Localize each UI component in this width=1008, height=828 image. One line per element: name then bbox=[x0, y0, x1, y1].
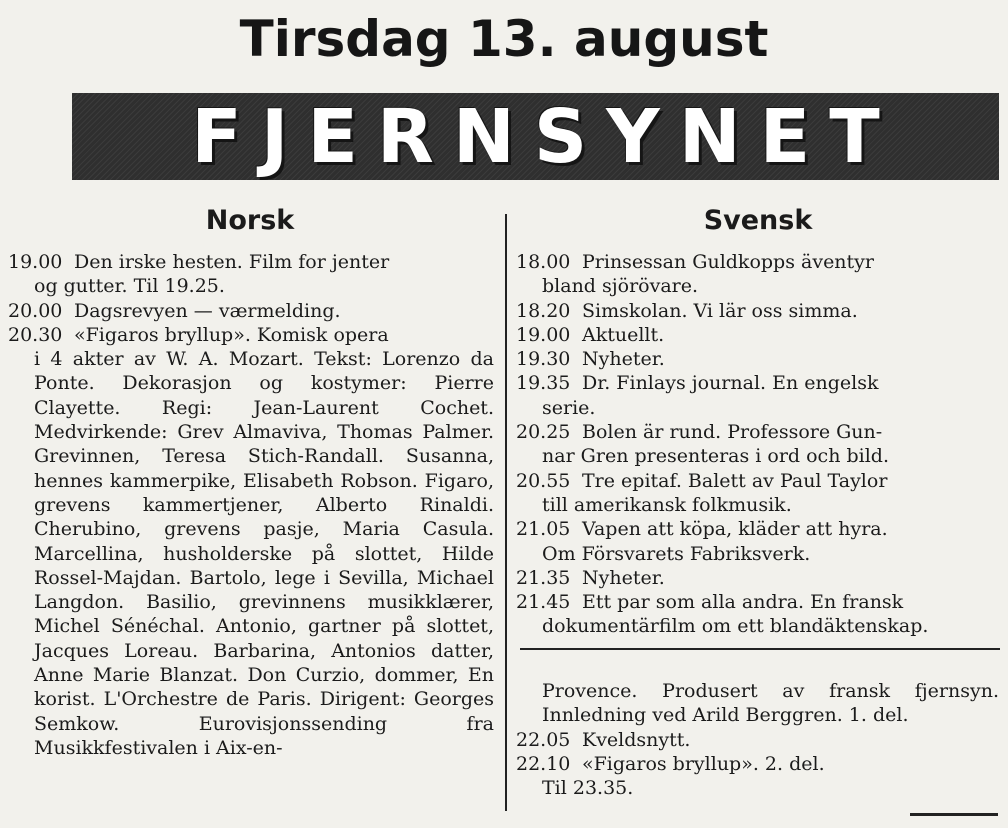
program-title: Simskolan. Vi lär oss simma. bbox=[582, 299, 858, 322]
program-time: 21.35 bbox=[516, 566, 571, 589]
program-entry bbox=[516, 323, 999, 347]
program-entry bbox=[516, 728, 999, 752]
program-time: 18.00 bbox=[516, 251, 571, 273]
program-description bbox=[582, 347, 999, 371]
norsk-continued-column bbox=[516, 679, 999, 800]
program-title: «Figaros bryllup». 2. del. bbox=[582, 752, 825, 775]
program-entry bbox=[516, 420, 999, 469]
program-time: 20.55 bbox=[516, 469, 571, 492]
program-time: 20.25 bbox=[516, 421, 571, 444]
program-time: 19.00 bbox=[8, 251, 63, 273]
program-entry bbox=[8, 299, 494, 323]
program-details: i 4 akter av W. A. Mozart. Tekst: Lorenzo da Ponte. Dekorasjon og kostymer: Pierre Clayette. Regi: Jean-Laurent Cochet. Medvirkende: Grev Almaviva, Thomas Palmer. Grevinnen, Teresa Stich-Randall. Susanna, hennes kammerpike, Elisabeth Robson. Figaro, grevens kammertjener, Alberto Rinaldi. Cherubino, grevens pasje, Maria Casula. Marcellina, husholderske på slottet, Hilde Rossel-Majdan. Bartolo, lege i Sevilla, Michael Langdon. Basilio, grevinnens musikklærer, Michel Sénéchal. Antonio, gartner på slottet, Jacques Loreau. Barbarina, Antonios datter, Anne Marie Blanzat. Don Curzio, dommer, En korist. L'Orchestre de Paris. Dirigent: Georges Semkow. Eurovisjonssending fra Musikkfestivalen i Aix-en- bbox=[34, 348, 494, 759]
fjernsynet-banner bbox=[72, 93, 999, 180]
program-entry bbox=[8, 250, 494, 299]
program-description bbox=[74, 299, 494, 323]
program-title: Nyheter. bbox=[582, 348, 665, 371]
program-description bbox=[582, 728, 999, 752]
program-details: dokumentärfilm om ett blandäktenskap. bbox=[542, 615, 929, 638]
banner-title: FJERNSYNET bbox=[191, 93, 899, 180]
program-title: Vapen att köpa, kläder att hyra. bbox=[582, 518, 888, 541]
program-title: Den irske hesten. Film for jenter bbox=[74, 251, 390, 273]
program-time: 21.05 bbox=[516, 518, 571, 541]
norsk-heading: Norsk bbox=[205, 205, 295, 236]
program-entry bbox=[516, 752, 999, 801]
svensk-heading: Svensk bbox=[703, 205, 813, 236]
program-details: og gutter. Til 19.25. bbox=[34, 275, 225, 298]
column-divider bbox=[505, 214, 507, 811]
program-title: Kveldsnytt. bbox=[582, 728, 691, 751]
program-details: Om Försvarets Fabriksverk. bbox=[542, 542, 811, 565]
program-details: till amerikansk folkmusik. bbox=[542, 493, 792, 516]
program-time: 18.20 bbox=[516, 299, 571, 322]
program-entry bbox=[516, 299, 999, 323]
section-divider bbox=[520, 648, 1000, 650]
program-entry bbox=[516, 517, 999, 566]
program-time: 20.00 bbox=[8, 299, 63, 322]
program-details: nar Gren presenteras i ord och bild. bbox=[542, 445, 889, 468]
program-entry bbox=[516, 250, 999, 299]
program-description bbox=[582, 323, 999, 347]
program-details: serie. bbox=[542, 396, 596, 419]
program-entry bbox=[516, 371, 999, 420]
program-title: Ett par som alla andra. En fransk bbox=[582, 591, 904, 614]
end-rule bbox=[910, 813, 998, 816]
program-title: «Figaros bryllup». Komisk opera bbox=[74, 323, 389, 346]
program-description bbox=[582, 299, 999, 323]
program-entry bbox=[516, 566, 999, 590]
program-title: Nyheter. bbox=[582, 566, 665, 589]
page-date-heading: Tirsdag 13. august bbox=[239, 10, 769, 68]
program-title: Tre epitaf. Balett av Paul Taylor bbox=[582, 469, 888, 492]
program-entry bbox=[516, 469, 999, 518]
program-time: 22.05 bbox=[516, 728, 571, 751]
program-time: 22.10 bbox=[516, 752, 571, 775]
program-time: 20.30 bbox=[8, 323, 63, 346]
program-entry bbox=[516, 347, 999, 371]
norsk-column bbox=[8, 250, 494, 760]
program-entry bbox=[8, 323, 494, 760]
svensk-column bbox=[516, 250, 999, 639]
program-time: 19.35 bbox=[516, 372, 571, 395]
program-title: Aktuellt. bbox=[582, 323, 665, 346]
program-title: Dr. Finlays journal. En engelsk bbox=[582, 372, 879, 395]
program-time: 21.45 bbox=[516, 591, 571, 614]
program-title: Dagsrevyen — værmelding. bbox=[74, 299, 341, 322]
program-title: Bolen är rund. Professore Gun- bbox=[582, 421, 883, 444]
program-description bbox=[582, 566, 999, 590]
program-entry bbox=[516, 590, 999, 639]
program-time: 19.00 bbox=[516, 323, 571, 346]
program-title: Prinsessan Guldkopps äventyr bbox=[582, 251, 874, 273]
program-time: 19.30 bbox=[516, 348, 571, 371]
program-details: bland sjörövare. bbox=[542, 275, 699, 298]
continued-text: Provence. Produsert av fransk fjernsyn. Innledning ved Arild Berggren. 1. del. bbox=[542, 680, 999, 727]
program-details: Til 23.35. bbox=[542, 777, 634, 800]
